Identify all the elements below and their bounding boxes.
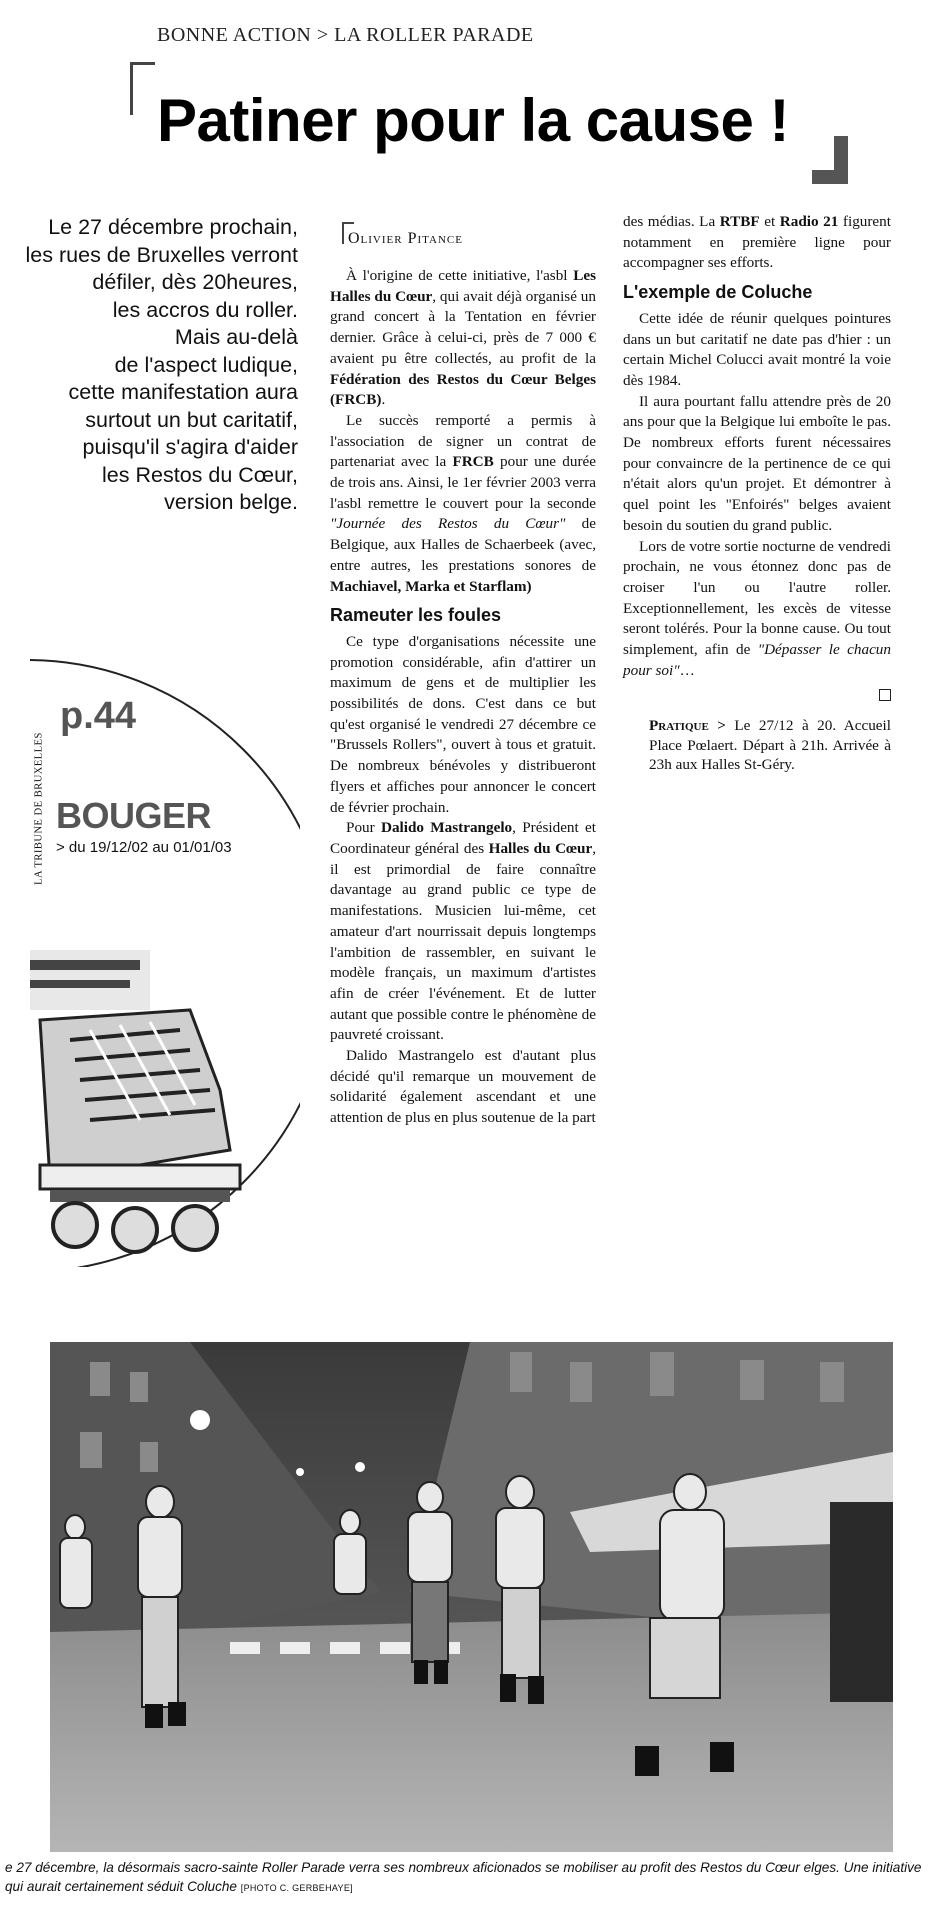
lede-line: Mais au-delà — [174, 325, 298, 349]
ad-publication: LA TRIBUNE DE BRUXELLES — [33, 732, 45, 885]
article-column-2 — [330, 266, 596, 1129]
roller-skate-icon — [30, 950, 250, 1267]
lede-line: les rues de Bruxelles verront — [25, 242, 298, 267]
lede — [20, 214, 298, 517]
title-corner-mark — [130, 62, 155, 115]
subheading: Rameuter les foules — [330, 605, 502, 626]
paragraph: Le succès remporté a permis à l'association de signer un contrat de partenariat avec la FRCB pour une durée de trois ans. Ainsi, le 1er février 2003 verra l'asbl remettre le couvert pour la seconde "Journée des Restos du Cœur" de Belgique, aux Halles de Schaerbeek (avec, entre autres, les prestations sonores de Machiavel, Marka et Starflam) — [330, 411, 597, 595]
pratique-label: Pratique > — [649, 717, 726, 735]
lede-line: Le 27 décembre prochain, — [48, 215, 298, 239]
paragraph: Pour Dalido Mastrangelo, Président et Coordinateur général des Halles du Cœur, il est primordial de faire connaître davantage au grand public ce type de manifestations. Musicien lui-même, cet amateur d'art nourrissait depuis longtemps l'ambition de rassembler, en suivant le modèle français, un maximum d'artistes afin de créer l'événement. Et de lutter autant que possible contre le phénomène de pauvreté croissant. — [330, 819, 596, 1044]
paragraph: À l'origine de cette initiative, l'asbl Les Halles du Cœur, qui avait déjà organisé un grand concert à la Tentation en février dernier. Grâce à celui-ci, près de 7 000 € avaient pu être collectés, au profit de la Fédération des Restos du Cœur Belges (FRCB). — [330, 267, 596, 409]
subheading: L'exemple de Coluche — [623, 282, 813, 303]
tbx-advertisement — [30, 655, 300, 1267]
author-byline: Olivier Pitance — [348, 230, 463, 247]
pratique-box — [649, 716, 891, 775]
ad-dates: > du 19/12/02 au 01/01/03 — [56, 839, 232, 856]
lede-line: de l'aspect ludique, — [114, 352, 298, 377]
photo-caption — [5, 1858, 925, 1898]
headline: Patiner pour la cause ! — [157, 87, 790, 154]
lede-line: puisqu'il s'agira d'aider — [82, 435, 298, 459]
article-column-3 — [623, 212, 891, 775]
ad-section: BOUGER — [56, 795, 212, 836]
title-corner-mark-right — [812, 136, 848, 184]
caption-text: e 27 décembre, la désormais sacro-sainte Roller Parade verra ses nombreux aficionados se mobiliser au profit des Restos du Cœur elges. Une initiative qui aurait certainement séduit Coluche — [5, 1860, 922, 1894]
lede-line: surtout un but caritatif, — [85, 407, 298, 432]
end-mark — [623, 687, 891, 708]
paragraph: Il aura pourtant fallu attendre près de 20 ans pour que la Belgique lui emboîte le pas. De nombreux efforts furent nécessaires pour convaincre de la pertinence de ce qui n'était alors qu'un projet. Et démontrer à quel point les "Enfoirés" belges avaient besoin du soutien du grand public. — [623, 392, 891, 534]
photo-credit: [PHOTO C. GERBEHAYE] — [240, 1883, 353, 1893]
lede-line: les accros du roller. — [112, 297, 298, 322]
paragraph: des médias. La RTBF et Radio 21 figurent notamment en première ligne pour accompagner ses efforts. — [623, 213, 891, 272]
breadcrumb: BONNE ACTION > LA ROLLER PARADE — [157, 24, 534, 46]
roller-parade-photo — [50, 1342, 893, 1852]
lede-line: cette manifestation aura — [68, 380, 298, 404]
lede-line: version belge. — [164, 490, 298, 514]
street-photo-image — [50, 1342, 893, 1852]
paragraph: Cette idée de réunir quelques pointures dans un but caritatif ne date pas d'hier : un certain Michel Colucci avait montré la voie dès 1984. — [623, 309, 891, 389]
paragraph: Lors de votre sortie nocturne de vendredi prochain, ne vous étonnez donc pas de croiser l'un ou l'autre roller. Exceptionnellement, les excès de vitesse seront tolérés. Pour la bonne cause. Ou tout simplement, afin de "Dépasser le chacun pour soi"… — [623, 537, 891, 679]
pratique-text: Le 27/12 à 20. Accueil Place Pœlaert. Départ à 21h. Arrivée à 23h aux Halles St-Géry. — [649, 717, 891, 774]
paragraph: Dalido Mastrangelo est d'autant plus décidé qu'il remarque un mouvement de solidarité également ascendant et une attention de plus en plus soutenue de la part — [330, 1047, 596, 1127]
lede-line: les Restos du Cœur, — [102, 462, 298, 487]
lede-line: défiler, dès 20heures, — [92, 270, 298, 294]
paragraph: Ce type d'organisations nécessite une promotion considérable, afin d'attirer un maximum de gens et de multiplier les possibilités de dons. C'est dans ce but qu'est organisé le vendredi 27 décembre ce "Brussels Rollers", ouvert à tous et gratuit. De nombreux bénévoles y distribueront flyers et affiches pour annoncer le concert de février prochain. — [330, 632, 596, 816]
ad-page-ref: p.44 — [60, 695, 137, 737]
ad-brand-logo: TBX — [148, 861, 274, 935]
ad-url: WWW.TBX.BE — [168, 935, 269, 952]
